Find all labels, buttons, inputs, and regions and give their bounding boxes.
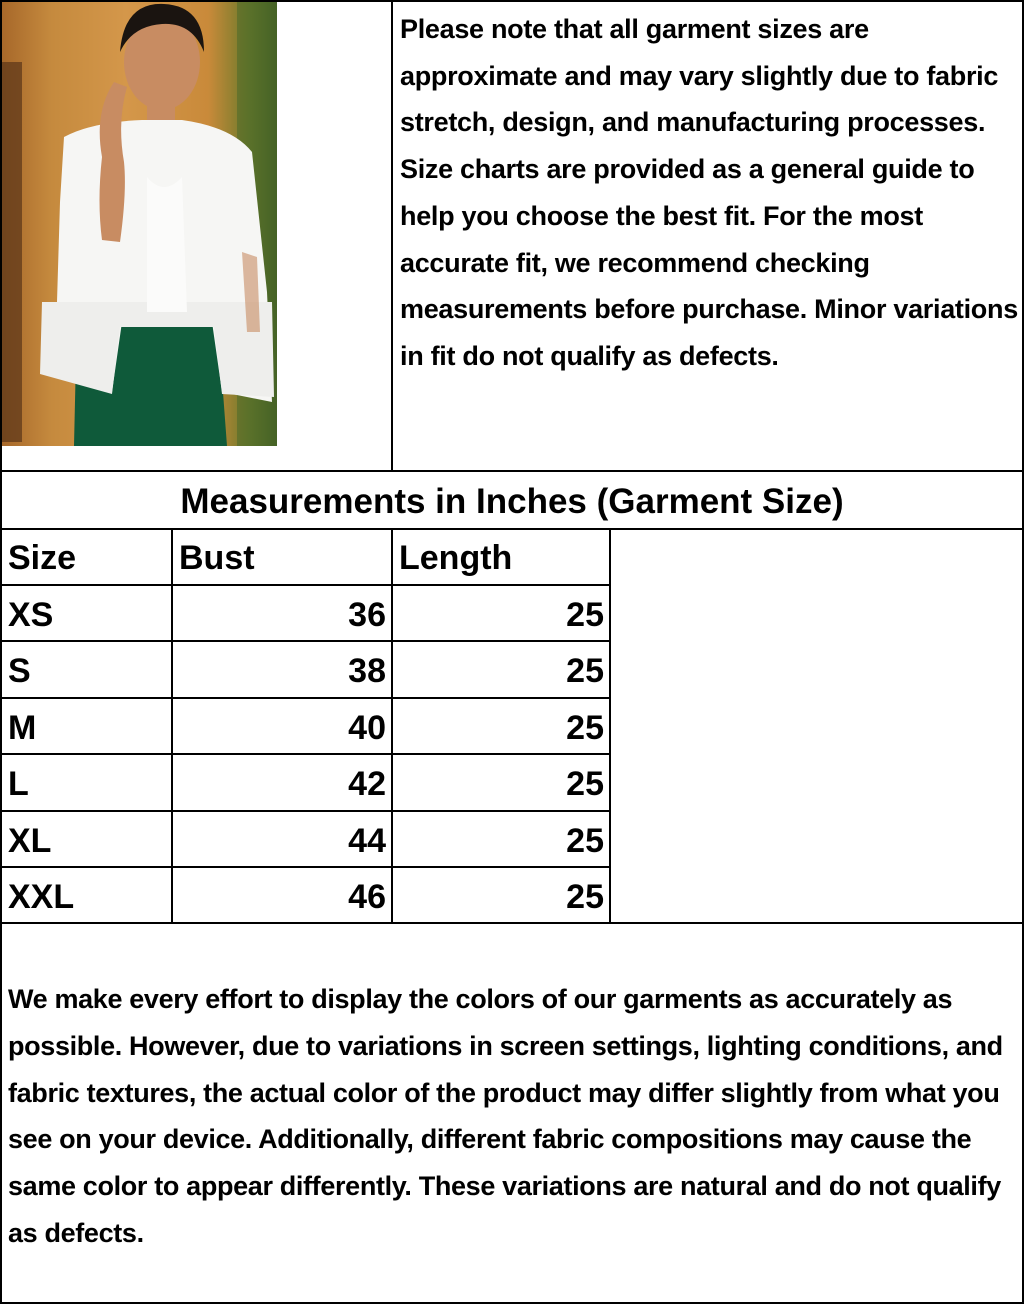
bust-cell: 40	[348, 709, 386, 747]
size-cell: XS	[8, 596, 54, 634]
size-cell: XL	[8, 822, 52, 860]
bust-cell: 46	[348, 878, 386, 916]
size-cell: XXL	[8, 878, 75, 916]
col-divider-2	[391, 529, 393, 923]
col-divider-1	[171, 529, 173, 923]
row-divider	[0, 584, 611, 586]
size-cell: L	[8, 765, 29, 803]
divider-photo-note	[391, 0, 393, 472]
size-cell: S	[8, 652, 31, 690]
length-cell: 25	[566, 596, 604, 634]
length-cell: 25	[566, 709, 604, 747]
bust-cell: 38	[348, 652, 386, 690]
header-size: Size	[8, 539, 77, 577]
col-divider-3	[609, 529, 611, 923]
model-illustration	[2, 2, 277, 446]
header-length: Length	[399, 539, 513, 577]
length-cell: 25	[566, 652, 604, 690]
header-bust: Bust	[179, 539, 255, 577]
bust-cell: 36	[348, 596, 386, 634]
size-cell: M	[8, 709, 37, 747]
color-disclaimer: We make every effort to display the colors of our garments as accurately as possible. However, due to variations in screen settings, lighting conditions, and fabric textures, the actual color of the product may differ slightly from what you see on your device. Additionally, different fabric compositions may cause the same color to appear differently. These variations are natural and do not qualify as defects.	[8, 984, 1003, 1248]
divider-title-top	[0, 470, 1024, 472]
length-cell: 25	[566, 765, 604, 803]
bust-cell: 42	[348, 765, 386, 803]
bust-cell: 44	[348, 822, 386, 860]
product-photo	[2, 2, 277, 446]
measurements-title: Measurements in Inches (Garment Size)	[180, 482, 844, 521]
length-cell: 25	[566, 878, 604, 916]
size-disclaimer: Please note that all garment sizes are approximate and may vary slightly due to fabric stretch, design, and manufacturing processes. Size charts are provided as a general guide to help you choose the best fit. For the most accurate fit, we recommend checking measurements before purchase. Minor variations in fit do not qualify as defects.	[400, 14, 1018, 371]
length-cell: 25	[566, 822, 604, 860]
